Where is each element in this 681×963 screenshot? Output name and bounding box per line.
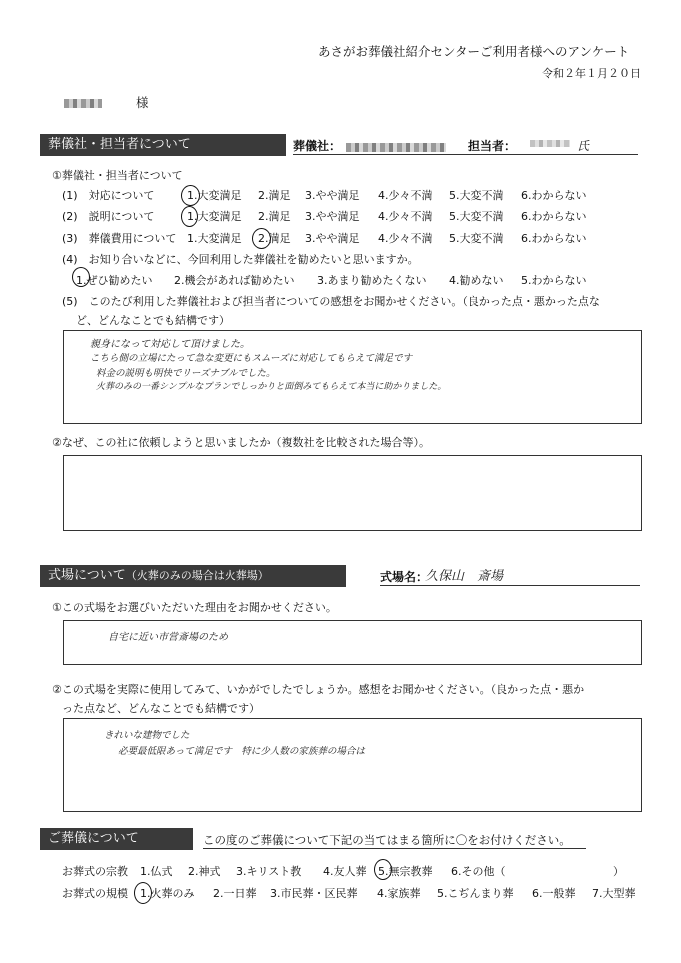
q5-answer-line: 料金の説明も明快でリーズナブルでした。 xyxy=(96,368,276,379)
venue-underline xyxy=(380,585,640,586)
row-3-label: (3) 葬儀費用について xyxy=(62,232,177,245)
company-underline xyxy=(293,154,638,155)
scale-label: お葬式の規模 xyxy=(62,887,128,900)
row-1-option-6[interactable]: 6.わからない xyxy=(521,189,587,202)
venue-q2-answer-line: きれいな建物でした xyxy=(104,730,190,741)
q1-intro: ①葬儀社・担当者について xyxy=(52,169,183,182)
row-3-option-6[interactable]: 6.わからない xyxy=(521,232,587,245)
row-3-option-5[interactable]: 5.大変不満 xyxy=(449,232,504,245)
row-2-option-1[interactable]: 1.大変満足 xyxy=(187,210,242,223)
customer-honorific: 様 xyxy=(136,95,149,110)
scale-option-6[interactable]: 6.一般葬 xyxy=(532,887,576,900)
survey-date: 令和２年１月２０日 xyxy=(542,67,641,80)
selection-circle xyxy=(181,206,198,227)
row-1-option-3[interactable]: 3.やや満足 xyxy=(305,189,360,202)
q5-answer-box[interactable] xyxy=(63,330,642,424)
row-1-label: (1) 対応について xyxy=(62,189,155,202)
row-2-option-2[interactable]: 2.満足 xyxy=(258,210,291,223)
q4-option-4[interactable]: 4.勧めない xyxy=(449,274,504,287)
selection-circle xyxy=(374,859,392,880)
row-3-option-4[interactable]: 4.少々不満 xyxy=(378,232,433,245)
religion-option-1[interactable]: 1.仏式 xyxy=(140,865,173,878)
staff-suffix: 氏 xyxy=(577,139,590,153)
venue-q2-line1: ②この式場を実際に使用してみて、いかがでしたでしょうか。感想をお聞かせください。（良かった点・悪か xyxy=(52,683,585,696)
venue-q1: ①この式場をお選びいただいた理由をお聞かせください。 xyxy=(52,601,337,614)
religion-option-4[interactable]: 4.友人葬 xyxy=(323,865,367,878)
religion-option-5[interactable]: 5.無宗教葬 xyxy=(378,865,433,878)
scale-option-4[interactable]: 4.家族葬 xyxy=(377,887,421,900)
venue-q2-answer-line: 必要最低限あって満足です 特に少人数の家族葬の場合は xyxy=(118,746,365,757)
venue-name: 久保山 斎場 xyxy=(425,569,504,584)
venue-q1-answer: 自宅に近い市営斎場のため xyxy=(108,632,228,643)
row-1-option-5[interactable]: 5.大変不満 xyxy=(449,189,504,202)
scale-option-7[interactable]: 7.大型葬 xyxy=(592,887,636,900)
selection-circle xyxy=(252,228,271,249)
q4-option-2[interactable]: 2.機会があれば勧めたい xyxy=(174,274,295,287)
q4-option-3[interactable]: 3.あまり勧めたくない xyxy=(317,274,427,287)
funeral-instruction: この度のご葬儀について下記の当てはまる箇所に〇をお付けください。 xyxy=(203,833,571,847)
selection-circle xyxy=(134,882,152,904)
venue-q2-line2: った点など、どんなことでも結構です） xyxy=(62,702,260,715)
q4-option-1[interactable]: 1.ぜひ勧めたい xyxy=(76,274,153,287)
religion-option-3[interactable]: 3.キリスト教 xyxy=(236,865,302,878)
row-1-option-2[interactable]: 2.満足 xyxy=(258,189,291,202)
selection-circle xyxy=(181,185,200,206)
redacted-company-name xyxy=(346,143,446,152)
row-2-option-5[interactable]: 5.大変不満 xyxy=(449,210,504,223)
q4-question: (4) お知り合いなどに、今回利用した葬儀社を勧めたいと思いますか。 xyxy=(62,253,419,266)
row-2-option-3[interactable]: 3.やや満足 xyxy=(305,210,360,223)
venue-q2-answer-box[interactable] xyxy=(63,718,642,812)
row-2-option-4[interactable]: 4.少々不満 xyxy=(378,210,433,223)
venue-label: 式場名： xyxy=(380,570,429,584)
section-bar-funeral-company: 葬儀社・担当者について xyxy=(40,134,286,156)
scale-option-2[interactable]: 2.一日葬 xyxy=(213,887,257,900)
scale-option-1[interactable]: 1.火葬のみ xyxy=(140,887,195,900)
scale-option-3[interactable]: 3.市民葬・区民葬 xyxy=(270,887,358,900)
section-bar-venue: 式場について（火葬のみの場合は火葬場） xyxy=(40,565,346,587)
q2-answer-box[interactable] xyxy=(63,455,642,531)
section-bar-funeral: ご葬儀について xyxy=(40,828,193,850)
instruction-underline xyxy=(203,848,586,849)
row-3-option-3[interactable]: 3.やや満足 xyxy=(305,232,360,245)
row-1-option-4[interactable]: 4.少々不満 xyxy=(378,189,433,202)
q5-question-line1: (5) このたび利用した葬儀社および担当者についての感想をお聞かせください。（良かった点・悪かった点な xyxy=(62,295,600,308)
q5-answer-line: こちら側の立場にたって急な変更にもスムーズに対応してもらえて満足です xyxy=(90,353,413,364)
religion-option-2[interactable]: 2.神式 xyxy=(188,865,221,878)
row-2-label: (2) 説明について xyxy=(62,210,155,223)
venue-q1-answer-box[interactable] xyxy=(63,620,642,665)
redacted-customer-name xyxy=(64,99,102,108)
q5-answer-line: 火葬のみの一番シンプルなプランでしっかりと面倒みてもらえて本当に助かりました。 xyxy=(96,382,447,392)
q5-question-line2: ど、どんなことでも結構です） xyxy=(76,314,230,327)
q2-why-question: ②なぜ、この社に依頼しようと思いましたか（複数社を比較された場合等）。 xyxy=(52,436,431,449)
company-label: 葬儀社： xyxy=(293,139,342,153)
row-2-option-6[interactable]: 6.わからない xyxy=(521,210,587,223)
religion-option-6[interactable]: 6.その他（ xyxy=(451,865,506,878)
q5-answer-line: 親身になって対応して頂けました。 xyxy=(90,339,250,350)
q4-option-5[interactable]: 5.わからない xyxy=(521,274,587,287)
selection-circle xyxy=(72,267,90,287)
scale-option-5[interactable]: 5.こぢんまり葬 xyxy=(437,887,514,900)
row-3-option-1[interactable]: 1.大変満足 xyxy=(187,232,242,245)
staff-label: 担当者： xyxy=(468,139,517,153)
survey-title: あさがお葬儀社紹介センターご利用者様へのアンケート xyxy=(318,44,630,59)
row-3-option-2[interactable]: 2.満足 xyxy=(258,232,291,245)
row-1-option-1[interactable]: 1.大変満足 xyxy=(187,189,242,202)
redacted-staff-name xyxy=(530,140,570,147)
religion-option-6-close: ） xyxy=(613,865,624,878)
religion-label: お葬式の宗教 xyxy=(62,865,128,878)
